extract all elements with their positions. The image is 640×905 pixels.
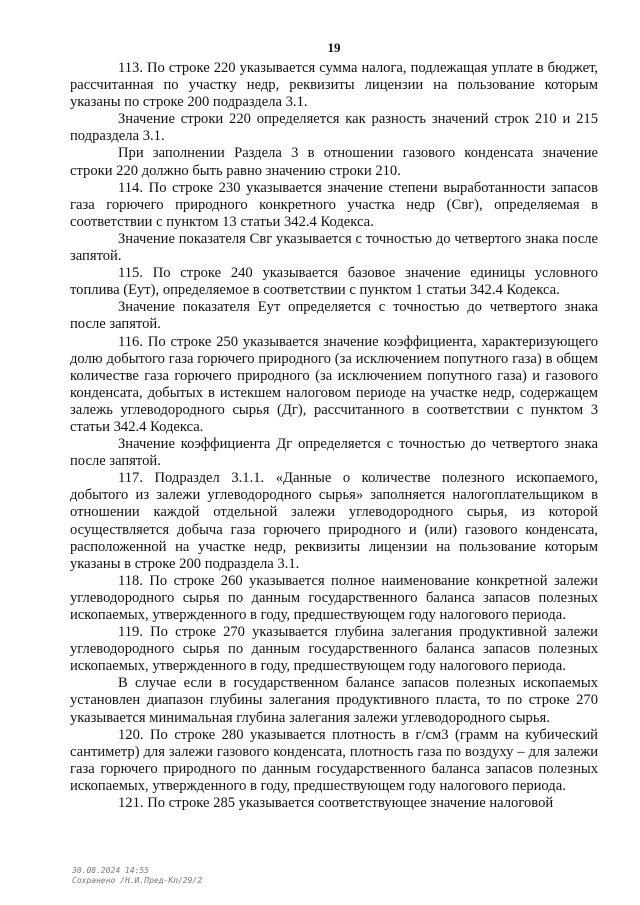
paragraph-114-precision: Значение показателя Свг указывается с точностью до четвертого знака после запятой. (70, 230, 598, 265)
document-stamp-footer (72, 866, 202, 886)
paragraph-118: 118. По строке 260 указывается полное наименование конкретной залежи углеводородного сырья по данным государственного баланса запасов полезных ископаемых, утвержденного в году, предшествующем году налогового периода. (70, 572, 598, 623)
footer-timestamp: 30.08.2024 14:55 (72, 866, 150, 875)
page-number: 19 (327, 40, 341, 55)
paragraph-113: 113. По строке 220 указывается сумма налога, подлежащая уплате в бюджет, рассчитанная по участку недр, реквизиты лицензии на пользование которым указаны по строке 200 подраздела 3.1. (70, 60, 598, 111)
paragraph-121: 121. По строке 285 указывается соответствующее значение налоговой (118, 795, 554, 812)
paragraph-119-range: В случае если в государственном балансе запасов полезных ископаемых установлен диапазон глубины залегания продуктивного пласта, то по строке 270 указывается минимальная глубина залегания залежи углеводородного сырья. (70, 675, 598, 726)
paragraph-113-condensate: При заполнении Раздела 3 в отношении газового конденсата значение строки 220 должно быть равно значению строки 210. (70, 145, 598, 179)
paragraph-120: 120. По строке 280 указывается плотность в г/см3 (грамм на кубический сантиметр) для залежи газового конденсата, плотность газа по воздуху – для залежи газа горючего природного по данным государственного баланса запасов полезных ископаемых, утвержденного в году, предшествующем году налогового периода. (70, 726, 598, 794)
paragraph-119: 119. По строке 270 указывается глубина залегания продуктивной залежи углеводородного сырья по данным государственного баланса запасов полезных ископаемых, утвержденного в году, предшествующем году налогового периода. (70, 624, 598, 675)
footer-doc-code: Сохранено /Н.И.Пред-Кл/29/2 (72, 876, 203, 885)
paragraph-115: 115. По строке 240 указывается базовое значение единицы условного топлива (Еут), определяемое в соответствии с пунктом 1 статьи 342.4 Кодекса. (70, 265, 598, 299)
paragraph-116: 116. По строке 250 указывается значение коэффициента, характеризующего долю добытого газа горючего природного (за исключением попутного газа) в общем количестве газа горючего природного (за исключением попутного газа) и газового конденсата, добытых в истекшем налоговом периоде на участке недр, содержащем залежь углеводородного сырья (Дг), рассчитанного в соответствии с пунктом 3 статьи 342.4 Кодекса. (70, 333, 598, 435)
paragraph-114: 114. По строке 230 указывается значение степени выработанности запасов газа горючего природного конкретного участка недр (Свг), определяемая в соответствии с пунктом 13 статьи 342.4 Кодекса. (70, 179, 598, 230)
paragraph-115-precision: Значение показателя Еут определяется с точностью до четвертого знака после запятой. (70, 299, 598, 333)
paragraph-113-value: Значение строки 220 определяется как разность значений строк 210 и 215 подраздела 3.1. (70, 111, 598, 145)
paragraph-117: 117. Подраздел 3.1.1. «Данные о количестве полезного ископаемого, добытого из залежи углеводородного сырья» заполняется налогоплательщиком в отношении каждой отдельной залежи углеводородного сырья, из которой осуществляется добыча газа горючего природного и (или) газового конденсата, расположенной на участке недр, реквизиты лицензии на пользование которым указаны в строке 200 подраздела 3.1. (70, 470, 598, 572)
paragraph-116-precision: Значение коэффициента Дг определяется с точностью до четвертого знака после запятой. (70, 436, 598, 470)
